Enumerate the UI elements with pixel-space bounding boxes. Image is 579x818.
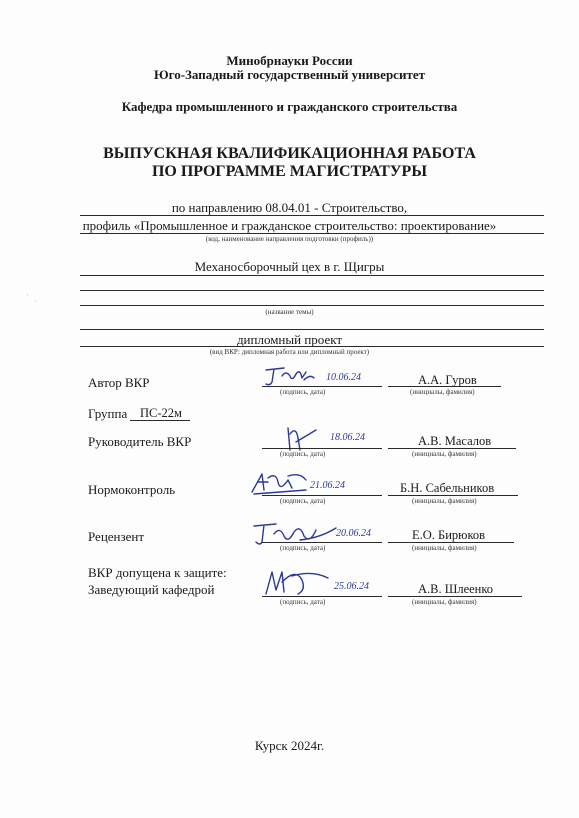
supervisor-date: 18.06.24 (330, 432, 365, 443)
scan-speck: · (26, 290, 29, 300)
author-sig-line (262, 386, 382, 387)
direction-caption: (код, наименование направления подготовки (профиль)) (205, 235, 374, 243)
head-sig-line (262, 596, 382, 597)
ministry-name: Минобрнауки России (226, 53, 353, 68)
reviewer-date: 20.06.24 (336, 528, 371, 539)
supervisor-name: А.В. Масалов (418, 434, 492, 448)
supervisor-label: Руководитель ВКР (88, 434, 192, 449)
normcontrol-name-caption: (инициалы, фамилия) (412, 497, 477, 505)
supervisor-sig-caption: (подпись, дата) (280, 450, 326, 458)
city-year: Курск 2024г. (254, 738, 325, 753)
work-type-underline (80, 346, 544, 347)
supervisor-name-line (388, 448, 516, 449)
topic-underline-3 (80, 305, 544, 306)
department-name: Кафедра промышленного и гражданского строительства (121, 99, 458, 114)
supervisor-name-caption: (инициалы, фамилия) (412, 450, 477, 458)
author-name: А.А. Гуров (418, 373, 477, 387)
topic-value: Механосборочный цех в г. Щигры (194, 259, 385, 274)
document-title-line1: ВЫПУСКНАЯ КВАЛИФИКАЦИОННАЯ РАБОТА (103, 145, 476, 162)
author-sig-caption: (подпись, дата) (280, 388, 326, 396)
normcontrol-sig-caption: (подпись, дата) (280, 497, 326, 505)
author-name-line (388, 386, 501, 387)
head-name: А.В. Шлеенко (418, 582, 494, 596)
head-sig-caption: (подпись, дата) (280, 598, 326, 606)
admission-label: ВКР допущена к защите: (88, 565, 227, 580)
normcontrol-sig-line (262, 495, 382, 496)
topic-underline-2 (80, 290, 544, 291)
author-date: 10.06.24 (326, 372, 361, 383)
scan-speck: · (34, 296, 37, 306)
normcontrol-name: Б.Н. Сабельников (400, 481, 495, 495)
university-name: Юго-Западный государственный университет (154, 67, 425, 82)
direction-underline-1 (80, 215, 544, 216)
head-date: 25.06.24 (334, 581, 369, 592)
group-value: ПС-22м (140, 406, 182, 420)
topic-underline-1 (80, 275, 544, 276)
reviewer-name: Е.О. Бирюков (412, 528, 486, 542)
reviewer-sig-line (262, 542, 382, 543)
normcontrol-date: 21.06.24 (310, 480, 345, 491)
head-name-caption: (инициалы, фамилия) (412, 598, 477, 606)
normcontrol-name-line (388, 495, 518, 496)
author-name-caption: (инициалы, фамилия) (410, 388, 475, 396)
head-name-line (388, 596, 522, 597)
author-label: Автор ВКР (88, 375, 150, 390)
direction-underline-2 (80, 233, 544, 234)
direction-line2: профиль «Промышленное и гражданское строительство: проектирование» (82, 218, 497, 233)
group-underline (130, 420, 190, 421)
reviewer-label: Рецензент (88, 529, 145, 544)
head-of-department-label: Заведующий кафедрой (88, 582, 215, 597)
reviewer-name-caption: (инициалы, фамилия) (412, 544, 477, 552)
normcontrol-signature (248, 470, 310, 498)
group-label: Группа (88, 406, 128, 421)
reviewer-name-line (388, 542, 514, 543)
head-signature (262, 566, 332, 598)
normcontrol-label: Нормоконтроль (88, 482, 176, 497)
work-type-caption: (вид ВКР: дипломная работа или дипломный проект) (209, 348, 370, 356)
topic-caption: (название темы) (265, 308, 314, 316)
work-type-value: дипломный проект (236, 332, 343, 347)
reviewer-sig-caption: (подпись, дата) (280, 544, 326, 552)
document-title-line2: ПО ПРОГРАММЕ МАГИСТРАТУРЫ (151, 163, 428, 180)
supervisor-sig-line (262, 448, 382, 449)
work-type-underline-top (80, 329, 544, 330)
direction-line1: по направлению 08.04.01 - Строительство, (171, 200, 408, 215)
